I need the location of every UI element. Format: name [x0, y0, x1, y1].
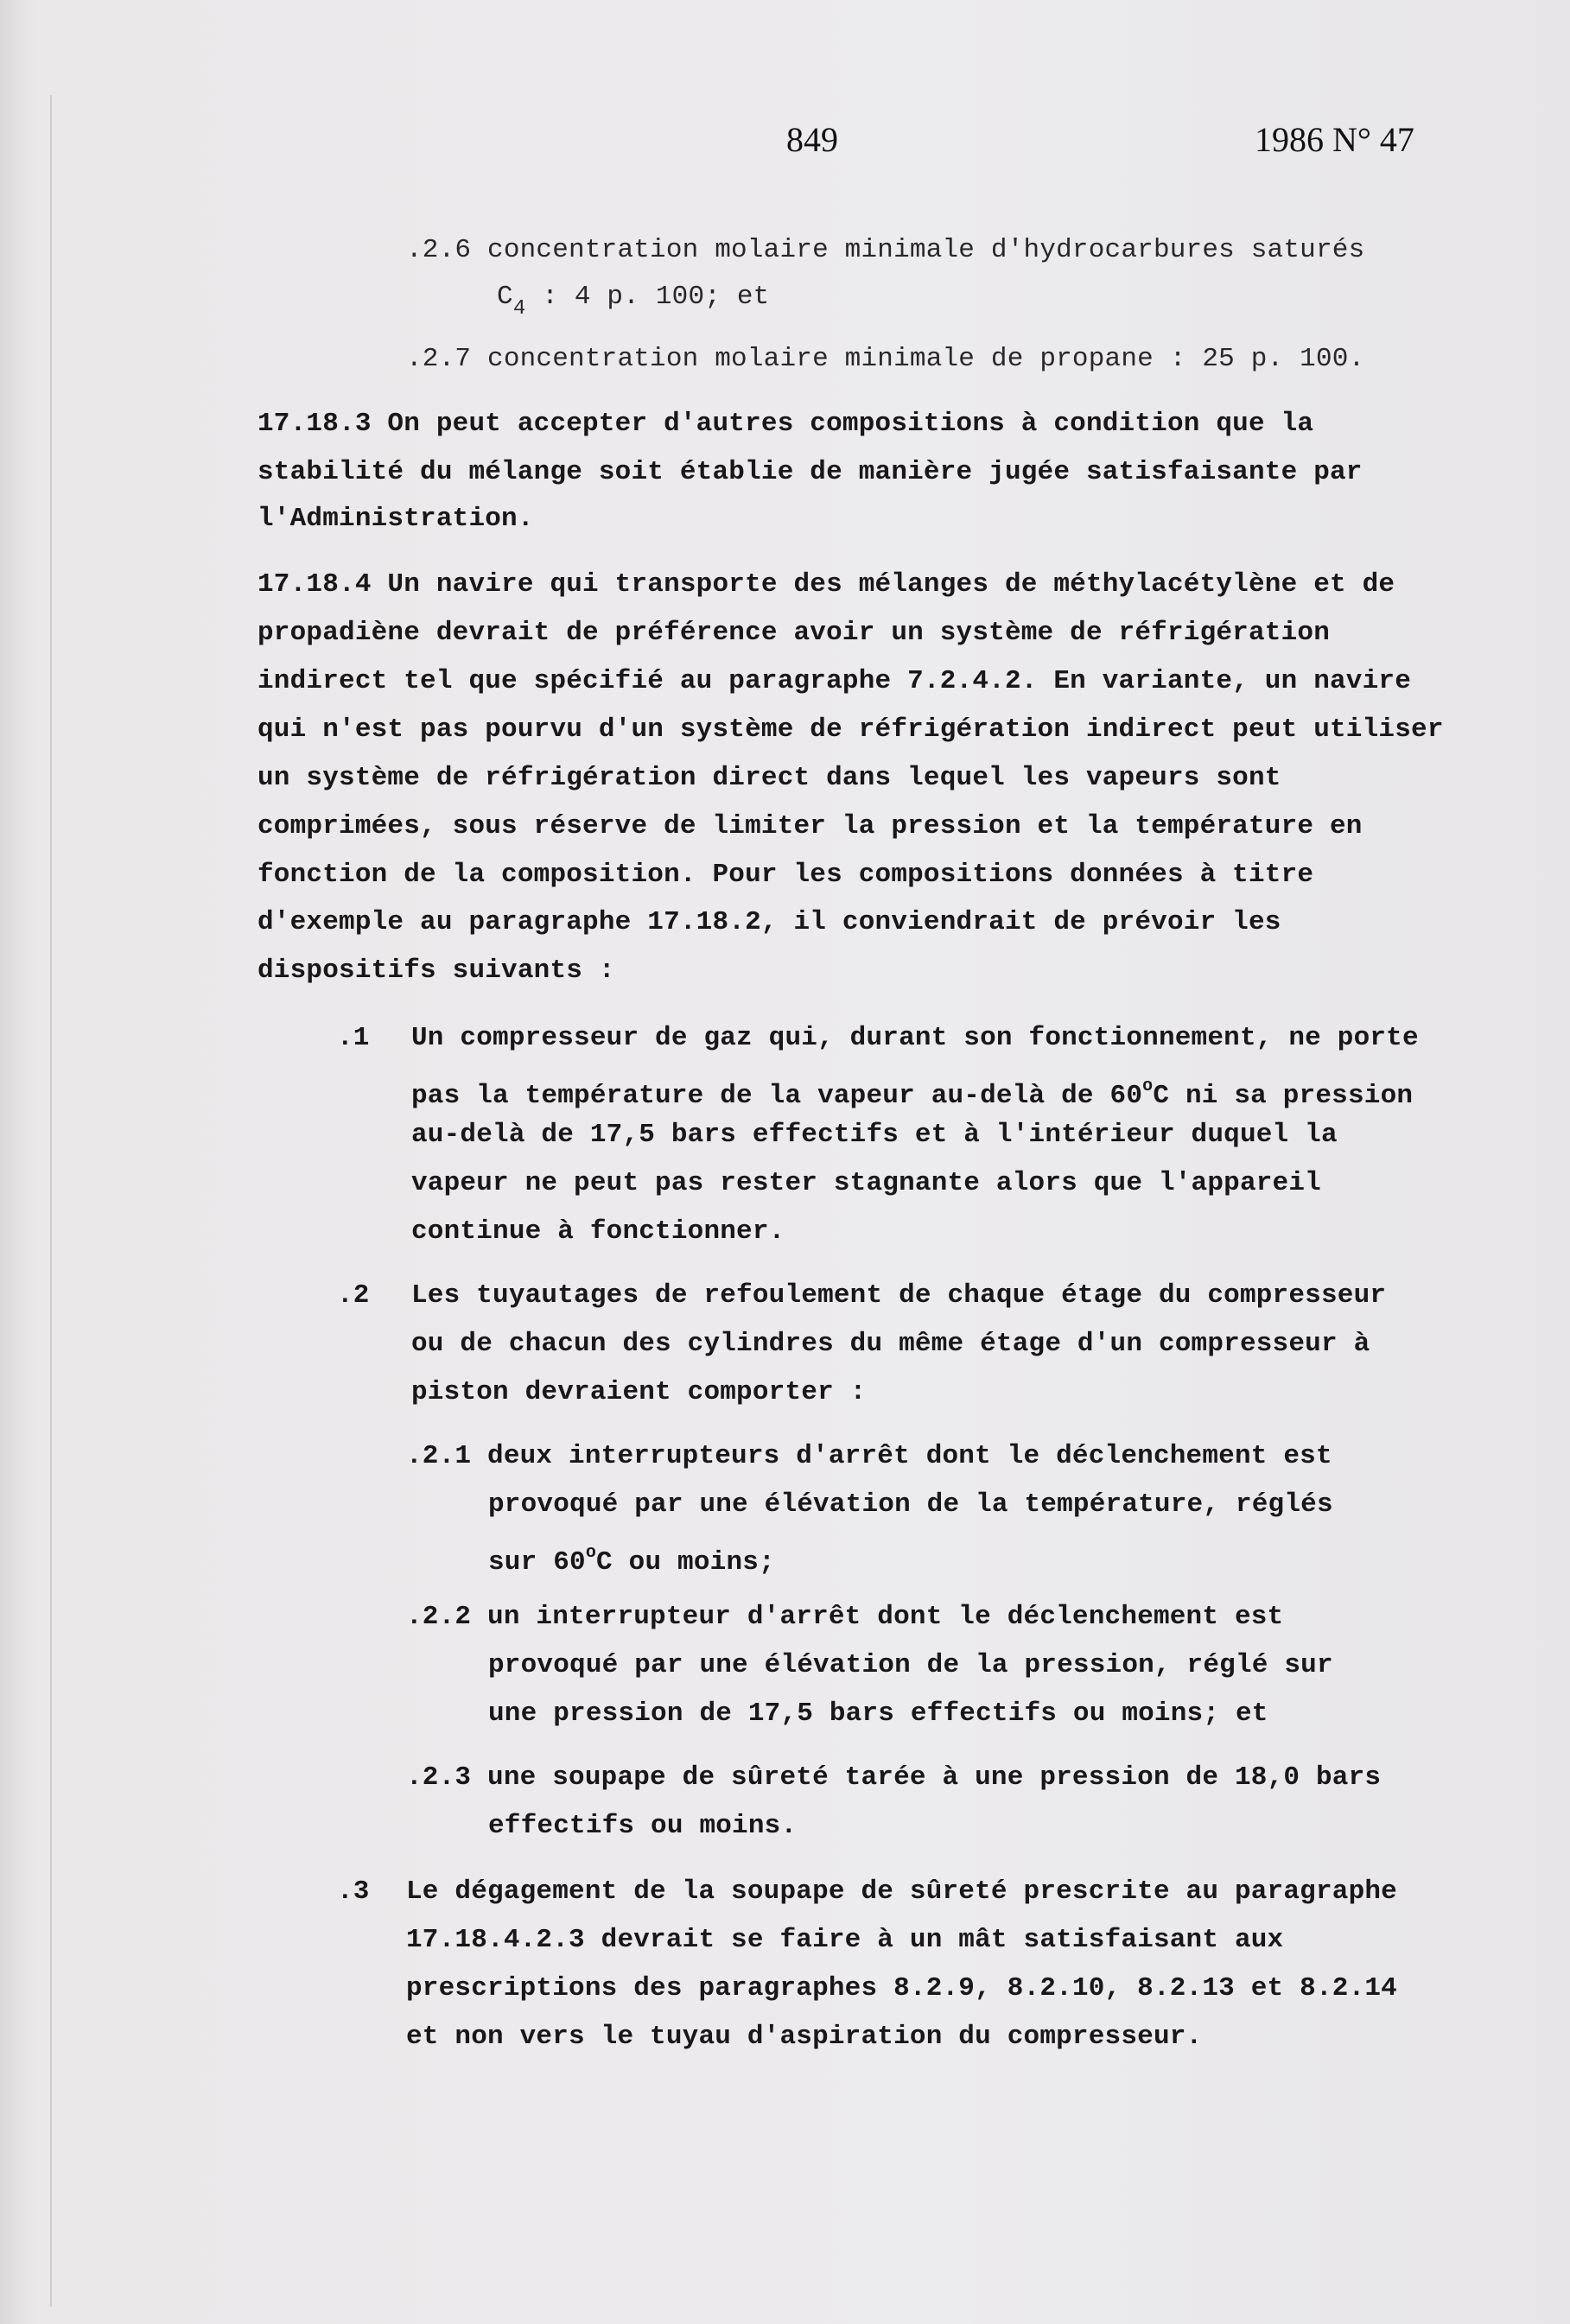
list-marker: .2: [337, 1280, 370, 1311]
text-line: au-delà de 17,5 bars effectifs et à l'intérieur duquel la: [411, 1120, 1338, 1150]
text-line: d'exemple au paragraphe 17.18.2, il conviendrait de prévoir les: [257, 907, 1281, 937]
text-line: Les tuyautages de refoulement de chaque étage du compresseur: [411, 1280, 1387, 1311]
text-line: et non vers le tuyau d'aspiration du compresseur.: [406, 2022, 1203, 2052]
text-line: .2.7 concentration molaire minimale de propane : 25 p. 100.: [406, 344, 1365, 374]
text-line: effectifs ou moins.: [488, 1811, 798, 1841]
text-line: ou de chacun des cylindres du même étage d'un compresseur à: [411, 1329, 1370, 1359]
text-line: stabilité du mélange soit établie de manière jugée satisfaisante par: [257, 457, 1363, 487]
list-marker: .1: [337, 1023, 370, 1053]
text-line: .2.2 un interrupteur d'arrêt dont le déclenchement est: [406, 1602, 1284, 1632]
text-line: .2.3 une soupape de sûreté tarée à une pression de 18,0 bars: [406, 1762, 1382, 1793]
text-line: Un compresseur de gaz qui, durant son fonctionnement, ne porte: [411, 1023, 1419, 1053]
text-line: 17.18.4.2.3 devrait se faire à un mât satisfaisant aux: [406, 1925, 1284, 1955]
page-edge-shadow: [50, 95, 52, 2307]
text-line: pas la température de la vapeur au-delà de 60$^o$C ni sa pression: [411, 1076, 1414, 1111]
text-line: provoqué par une élévation de la température, réglés: [488, 1489, 1333, 1520]
text-line: 17.18.4 Un navire qui transporte des mélanges de méthylacétylène et de: [257, 569, 1395, 600]
text-line: propadiène devrait de préférence avoir un système de réfrigération: [257, 618, 1330, 648]
text-line: indirect tel que spécifié au paragraphe 7.2.4.2. En variante, un navire: [257, 666, 1412, 696]
list-marker: .3: [337, 1876, 370, 1907]
text-line: 17.18.3 On peut accepter d'autres compositions à condition que la: [257, 409, 1314, 439]
text-line: un système de réfrigération direct dans lequel les vapeurs sont: [257, 763, 1281, 793]
text-line: .2.6 concentration molaire minimale d'hydrocarbures saturés: [406, 235, 1365, 265]
text-line: prescriptions des paragraphes 8.2.9, 8.2.10, 8.2.13 et 8.2.14: [406, 1973, 1397, 2003]
page-number: 849: [786, 120, 838, 159]
text-line: provoqué par une élévation de la pression, réglé sur: [488, 1650, 1333, 1680]
text-line: une pression de 17,5 bars effectifs ou moins; et: [488, 1699, 1268, 1729]
text-line: $C_4$ : 4 p. 100; et: [497, 282, 770, 321]
text-line: continue à fonctionner.: [411, 1216, 785, 1247]
journal-reference: 1986 N° 47: [1255, 120, 1414, 159]
text-line: comprimées, sous réserve de limiter la pression et la température en: [257, 811, 1363, 841]
text-line: dispositifs suivants :: [257, 956, 615, 986]
text-line: vapeur ne peut pas rester stagnante alors que l'appareil: [411, 1168, 1321, 1198]
text-line: Le dégagement de la soupape de sûreté prescrite au paragraphe: [406, 1876, 1397, 1907]
text-line: .2.1 deux interrupteurs d'arrêt dont le déclenchement est: [406, 1441, 1332, 1471]
text-line: sur 60$^o$C ou moins;: [488, 1543, 775, 1578]
text-line: l'Administration.: [257, 504, 534, 534]
text-line: qui n'est pas pourvu d'un système de réfrigération indirect peut utiliser: [257, 714, 1444, 745]
text-line: piston devraient comporter :: [411, 1377, 867, 1407]
text-line: fonction de la composition. Pour les compositions données à titre: [257, 860, 1314, 890]
